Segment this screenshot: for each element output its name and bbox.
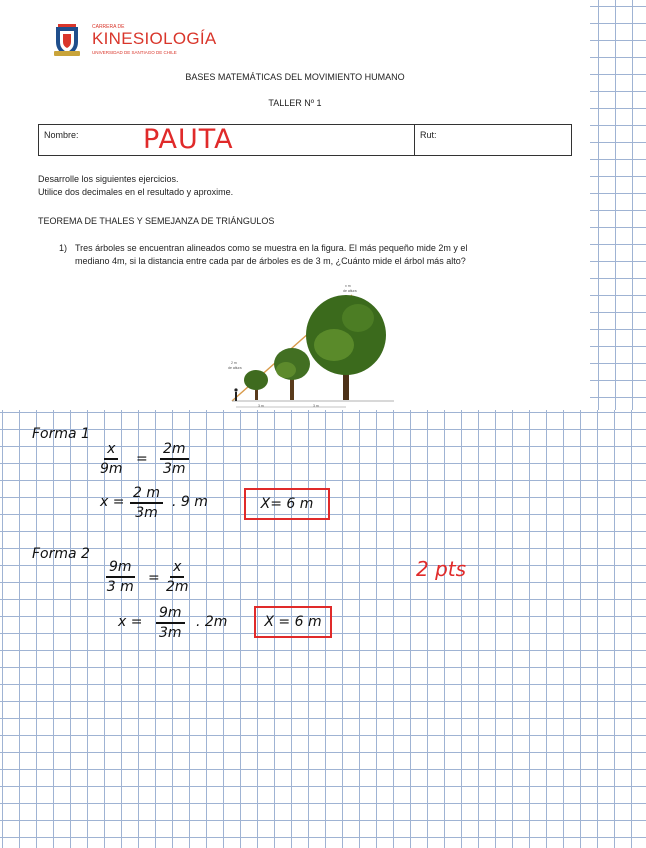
- form1-eq2-num: 2 m: [130, 486, 163, 504]
- form2-eq1-equals: =: [148, 570, 160, 586]
- form1-eq2-lhs: x =: [100, 494, 125, 510]
- form1-eq1-right-num: 2m: [160, 442, 189, 460]
- form1-eq1-right-den: 3m: [163, 461, 186, 477]
- form2-eq2-rhs: . 2m: [196, 614, 228, 630]
- problem-text-line1: Tres árboles se encuentran alineados como se muestra en la figura. El más pequeño mide 2m y el: [75, 243, 468, 253]
- form2-eq2-den: 3m: [159, 625, 182, 641]
- small-tree-crown: [244, 370, 268, 390]
- form2-eq2-fraction: [156, 606, 185, 640]
- form1-title: Forma 1: [32, 426, 90, 442]
- medium-tree-shade: [276, 362, 296, 378]
- workshop-title: TALLER Nº 1: [268, 98, 322, 108]
- problem-number: 1): [59, 243, 68, 253]
- form1-eq1-right-fraction: [160, 442, 189, 476]
- form2-eq1-right-den: 2m: [166, 579, 189, 595]
- trees-figure: [218, 280, 394, 410]
- carrera-label: CARRERA DE: [92, 24, 125, 30]
- figure-label-left: 2 m: [231, 361, 237, 365]
- section-title: TEOREMA DE THALES Y SEMEJANZA DE TRIÁNGULOS: [38, 216, 275, 226]
- rut-label: Rut:: [420, 130, 437, 140]
- instruction-1: Desarrolle los siguientes ejercicios.: [38, 174, 179, 184]
- grid-paper-right: [590, 0, 646, 410]
- form2-eq1-left-num: 9m: [106, 560, 135, 578]
- figure-label-top: x m: [345, 284, 351, 288]
- problem-text-line2: mediano 4m, si la distancia entre cada par de árboles es de 3 m, ¿Cuánto mide el árbol más alto?: [75, 256, 466, 266]
- form2-title: Forma 2: [32, 546, 90, 562]
- form2-eq2-num: 9m: [156, 606, 185, 624]
- figure-dist-1: 3 m: [258, 404, 264, 408]
- university-name: UNIVERSIDAD DE SANTIAGO DE CHILE: [92, 50, 177, 55]
- form2-eq2-lhs: x =: [118, 614, 143, 630]
- name-value: PAUTA: [143, 124, 234, 155]
- figure-dist-2: 3 m: [313, 404, 319, 408]
- form1-eq1-left-den: 9m: [100, 461, 123, 477]
- form1-eq2-fraction: [130, 486, 163, 520]
- university-crest-icon: [52, 24, 82, 58]
- score-label: 2 pts: [416, 557, 467, 581]
- course-title: BASES MATEMÁTICAS DEL MOVIMIENTO HUMANO: [185, 72, 405, 82]
- form1-eq1-left-fraction: [100, 442, 123, 476]
- form1-eq2-den: 3m: [135, 505, 158, 521]
- form2-eq1-right-num: x: [170, 560, 184, 578]
- printed-worksheet: [0, 0, 590, 410]
- person-silhouette: [235, 392, 237, 401]
- name-label: Nombre:: [44, 130, 79, 140]
- large-tree-shade: [314, 329, 354, 361]
- form2-result-box: X = 6 m: [254, 606, 332, 638]
- form2-eq1-left-den: 3 m: [106, 579, 134, 595]
- form1-eq1-equals: =: [136, 451, 148, 467]
- figure-label-left2: de altura: [228, 366, 242, 370]
- program-name: KINESIOLOGÍA: [92, 29, 217, 48]
- instruction-2: Utilice dos decimales en el resultado y aproxime.: [38, 187, 234, 197]
- form2-eq1-left-fraction: [106, 560, 135, 594]
- form1-eq2-rhs: . 9 m: [172, 494, 208, 510]
- form1-result-box: X= 6 m: [244, 488, 330, 520]
- form1-eq1-left-num: x: [104, 442, 118, 460]
- large-tree-highlight: [342, 304, 374, 332]
- figure-label-top2: de altura: [343, 289, 357, 293]
- name-rut-box: [38, 124, 572, 156]
- box-divider: [414, 125, 415, 155]
- form2-eq1-right-fraction: [166, 560, 189, 594]
